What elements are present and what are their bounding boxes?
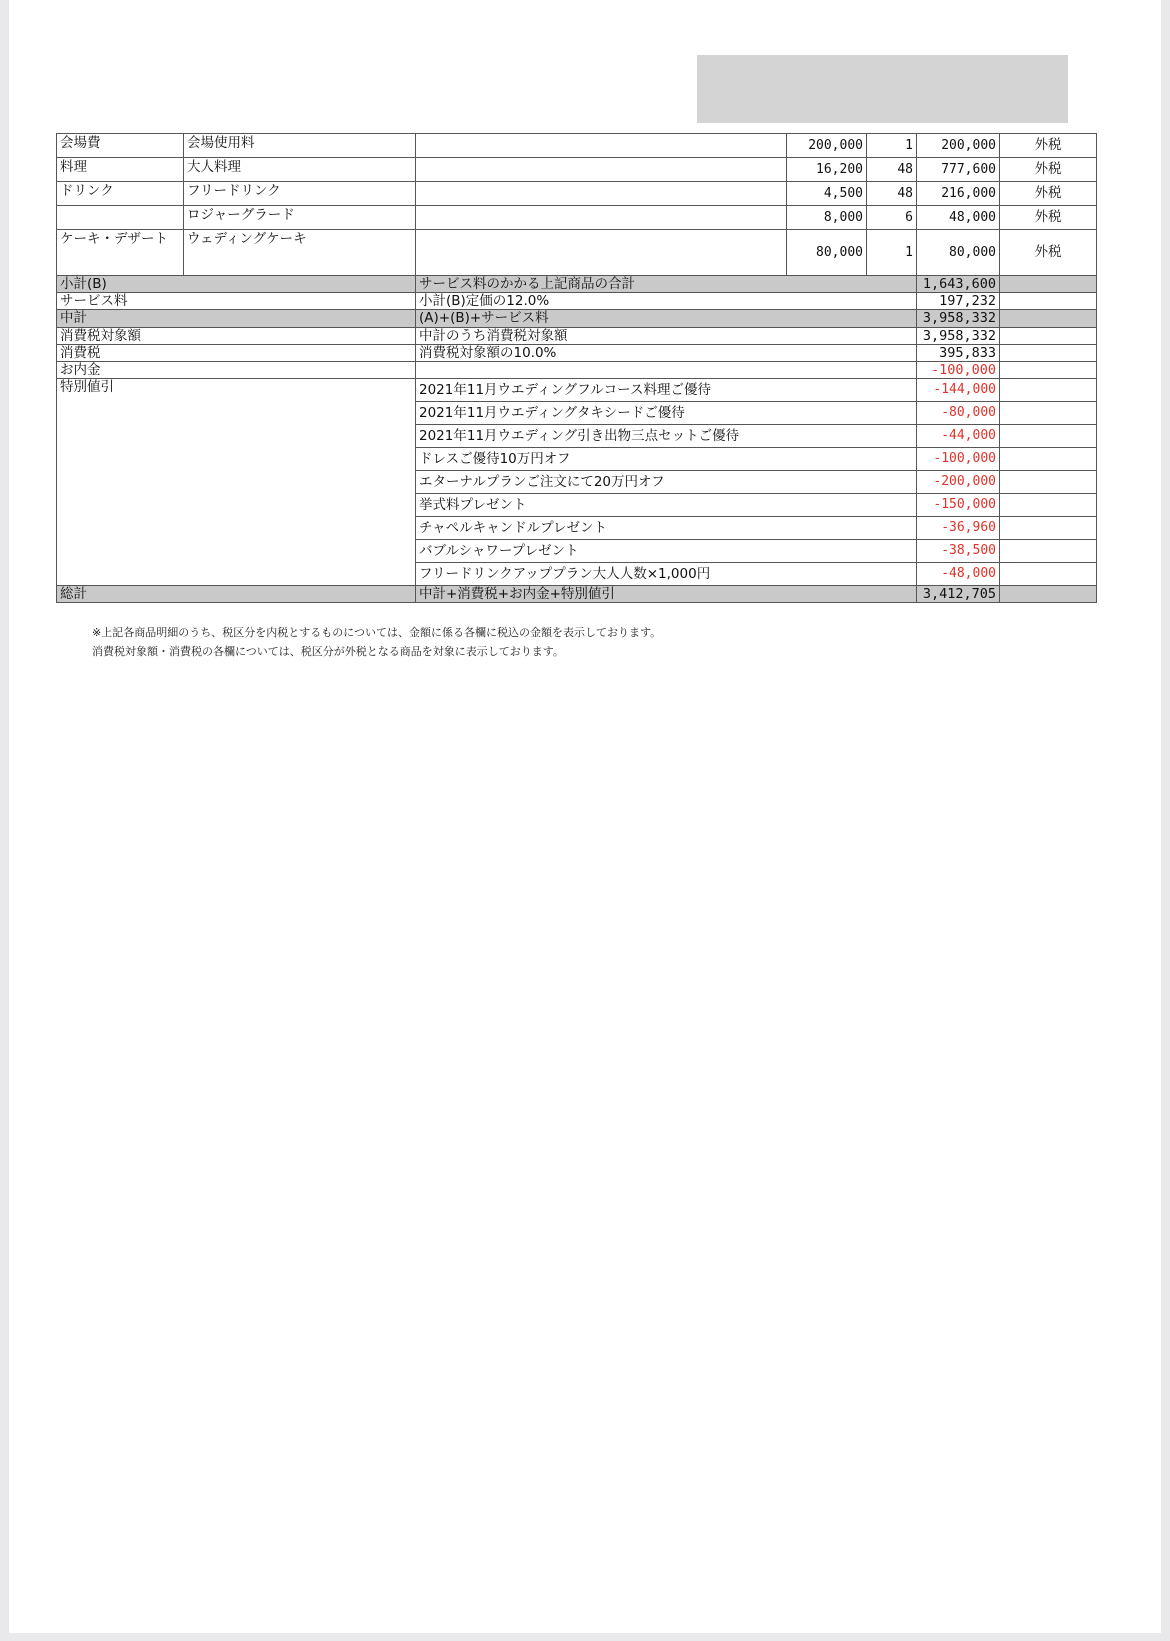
discount-tax xyxy=(1000,540,1097,563)
discount-desc: 2021年11月ウエディングフルコース料理ご優待 xyxy=(416,379,917,402)
footnote: 消費税対象額・消費税の各欄については、税区分が外税となる商品を対象に表示しております。 xyxy=(92,645,564,658)
deposit-amount: -100,000 xyxy=(917,361,1000,378)
grand-total-label: 総計 xyxy=(57,586,416,603)
table-row xyxy=(57,230,1097,276)
discount-desc: チャペルキャンドルプレゼント xyxy=(416,517,917,540)
item-category xyxy=(57,206,184,230)
item-note xyxy=(416,230,787,276)
item-name: ウェディングケーキ xyxy=(184,230,416,276)
consumption-tax-tax xyxy=(1000,344,1097,361)
middle-total-tax xyxy=(1000,310,1097,327)
item-note xyxy=(416,206,787,230)
discount-amount: -150,000 xyxy=(917,494,1000,517)
middle-total-desc: (A)+(B)+サービス料 xyxy=(416,310,917,327)
deposit-label: お内金 xyxy=(57,361,416,378)
grand-total-desc: 中計+消費税+お内金+特別値引 xyxy=(416,586,917,603)
discount-desc: 2021年11月ウエディングタキシードご優待 xyxy=(416,402,917,425)
footnote: ※上記各商品明細のうち、税区分を内税とするものについては、金額に係る各欄に税込の金額を表示しております。 xyxy=(92,626,662,639)
service-tax xyxy=(1000,293,1097,310)
item-price: 16,200 xyxy=(787,158,867,182)
item-amount: 80,000 xyxy=(917,230,1000,276)
item-name: ロジャーグラード xyxy=(184,206,416,230)
deposit-row xyxy=(57,361,1097,378)
discount-tax xyxy=(1000,379,1097,402)
item-tax: 外税 xyxy=(1000,230,1097,276)
item-qty: 6 xyxy=(867,206,917,230)
discount-label: 特別値引 xyxy=(57,379,416,586)
discount-desc: フリードリンクアッププラン大人人数×1,000円 xyxy=(416,563,917,586)
consumption-tax-row xyxy=(57,344,1097,361)
consumption-tax-amount: 395,833 xyxy=(917,344,1000,361)
discount-amount: -80,000 xyxy=(917,402,1000,425)
consumption-tax-label: 消費税 xyxy=(57,344,416,361)
discount-tax xyxy=(1000,425,1097,448)
discount-amount: -144,000 xyxy=(917,379,1000,402)
item-amount: 200,000 xyxy=(917,134,1000,158)
item-qty: 1 xyxy=(867,134,917,158)
item-qty: 1 xyxy=(867,230,917,276)
table-row xyxy=(57,158,1097,182)
discount-desc: ドレスご優待10万円オフ xyxy=(416,448,917,471)
subtotal-b-tax xyxy=(1000,276,1097,293)
discount-amount: -44,000 xyxy=(917,425,1000,448)
discount-desc: エターナルプランご注文にて20万円オフ xyxy=(416,471,917,494)
service-row xyxy=(57,293,1097,310)
taxable-desc: 中計のうち消費税対象額 xyxy=(416,327,917,344)
item-note xyxy=(416,158,787,182)
discount-amount: -38,500 xyxy=(917,540,1000,563)
item-amount: 777,600 xyxy=(917,158,1000,182)
table-row xyxy=(57,206,1097,230)
item-amount: 216,000 xyxy=(917,182,1000,206)
item-name: 大人料理 xyxy=(184,158,416,182)
item-tax: 外税 xyxy=(1000,182,1097,206)
item-price: 80,000 xyxy=(787,230,867,276)
discount-tax xyxy=(1000,471,1097,494)
item-amount: 48,000 xyxy=(917,206,1000,230)
item-price: 4,500 xyxy=(787,182,867,206)
service-amount: 197,232 xyxy=(917,293,1000,310)
table-row xyxy=(57,134,1097,158)
discount-desc: バブルシャワープレゼント xyxy=(416,540,917,563)
deposit-desc xyxy=(416,361,917,378)
grand-total-tax xyxy=(1000,586,1097,603)
consumption-tax-desc: 消費税対象額の10.0% xyxy=(416,344,917,361)
taxable-label: 消費税対象額 xyxy=(57,327,416,344)
item-tax: 外税 xyxy=(1000,206,1097,230)
item-tax: 外税 xyxy=(1000,158,1097,182)
middle-total-row xyxy=(57,310,1097,327)
table-row xyxy=(57,182,1097,206)
subtotal-b-desc: サービス料のかかる上記商品の合計 xyxy=(416,276,917,293)
discount-tax xyxy=(1000,563,1097,586)
discount-tax xyxy=(1000,402,1097,425)
item-name: 会場使用料 xyxy=(184,134,416,158)
item-category: ドリンク xyxy=(57,182,184,206)
discount-tax xyxy=(1000,448,1097,471)
service-desc: 小計(B)定価の12.0% xyxy=(416,293,917,310)
item-category: ケーキ・デザート xyxy=(57,230,184,276)
discount-amount: -48,000 xyxy=(917,563,1000,586)
middle-total-amount: 3,958,332 xyxy=(917,310,1000,327)
item-note xyxy=(416,134,787,158)
invoice-table xyxy=(56,133,1097,603)
item-price: 200,000 xyxy=(787,134,867,158)
subtotal-b-row xyxy=(57,276,1097,293)
redacted-block xyxy=(697,55,1068,123)
item-note xyxy=(416,182,787,206)
subtotal-b-label: 小計(B) xyxy=(57,276,416,293)
item-qty: 48 xyxy=(867,158,917,182)
footnotes xyxy=(92,623,661,661)
subtotal-b-amount: 1,643,600 xyxy=(917,276,1000,293)
item-price: 8,000 xyxy=(787,206,867,230)
grand-total-amount: 3,412,705 xyxy=(917,586,1000,603)
discount-desc: 挙式料プレゼント xyxy=(416,494,917,517)
discount-desc: 2021年11月ウエディング引き出物三点セットご優待 xyxy=(416,425,917,448)
discount-row xyxy=(57,379,1097,402)
discount-amount: -100,000 xyxy=(917,448,1000,471)
discount-tax xyxy=(1000,494,1097,517)
grand-total-row xyxy=(57,586,1097,603)
item-category: 料理 xyxy=(57,158,184,182)
service-label: サービス料 xyxy=(57,293,416,310)
item-qty: 48 xyxy=(867,182,917,206)
taxable-amount: 3,958,332 xyxy=(917,327,1000,344)
deposit-tax xyxy=(1000,361,1097,378)
item-category: 会場費 xyxy=(57,134,184,158)
taxable-tax xyxy=(1000,327,1097,344)
item-tax: 外税 xyxy=(1000,134,1097,158)
discount-amount: -36,960 xyxy=(917,517,1000,540)
discount-tax xyxy=(1000,517,1097,540)
middle-total-label: 中計 xyxy=(57,310,416,327)
item-name: フリードリンク xyxy=(184,182,416,206)
taxable-row xyxy=(57,327,1097,344)
discount-amount: -200,000 xyxy=(917,471,1000,494)
